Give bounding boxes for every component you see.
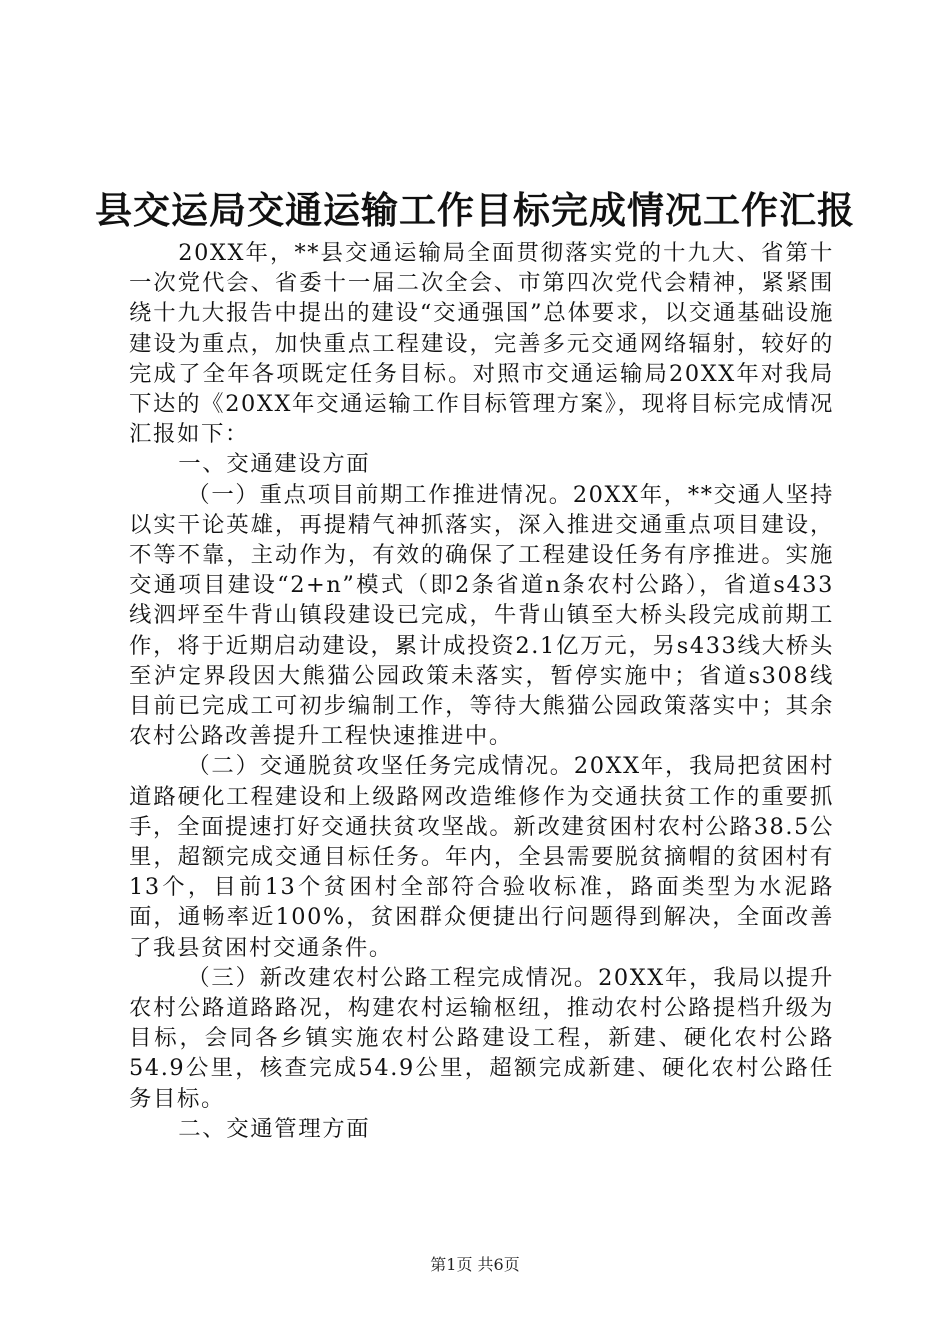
section-heading-construction: 一、交通建设方面	[178, 451, 371, 478]
document-body	[129, 238, 834, 1144]
document-title: 县交运局交通运输工作目标完成情况工作汇报	[95, 188, 855, 232]
subsection-rural-roads: （三）新改建农村公路工程完成情况。20XX年，我局以提升农村公路道路路况，构建农村运输枢纽，推动农村公路提档升级为目标，会同各乡镇实施农村公路建设工程，新建、硬化农村公路54.9公里，核查完成54.9公里，超额完成新建、硬化农村公路任务目标。	[129, 964, 834, 1112]
subsection-key-projects: （一）重点项目前期工作推进情况。20XX年，**交通人坚持以实干论英雄，再提精气神抓落实，深入推进交通重点项目建设，不等不靠，主动作为，有效的确保了工程建设任务有序推进。实施交通项目建设“2+n”模式（即2条省道n条农村公路），省道s433线泗坪至牛背山镇段建设已完成，牛背山镇至大桥头段完成前期工作，将于近期启动建设，累计成投资2.1亿万元，另s433线大桥头至泸定界段因大熊猫公园政策未落实，暂停实施中；省道s308线目前已完成工可初步编制工作，等待大熊猫公园政策落实中；其余农村公路改善提升工程快速推进中。	[129, 481, 834, 750]
intro-paragraph: 20XX年，**县交通运输局全面贯彻落实党的十九大、省第十一次党代会、省委十一届二次全会、市第四次党代会精神，紧紧围绕十九大报告中提出的建设“交通强国”总体要求，以交通基础设施建设为重点，加快重点工程建设，完善多元交通网络辐射，较好的完成了全年各项既定任务目标。对照市交通运输局20XX年对我局下达的《20XX年交通运输工作目标管理方案》，现将目标完成情况汇报如下：	[129, 240, 834, 448]
subsection-poverty-alleviation: （二）交通脱贫攻坚任务完成情况。20XX年，我局把贫困村道路硬化工程建设和上级路网改造维修作为交通扶贫工作的重要抓手，全面提速打好交通扶贫攻坚战。新改建贫困村农村公路38.5公里，超额完成交通目标任务。年内，全县需要脱贫摘帽的贫困村有13个，目前13个贫困村全部符合验收标准，路面类型为水泥路面，通畅率近100%，贫困群众便捷出行问题得到解决，全面改善了我县贫困村交通条件。	[129, 753, 834, 961]
section-heading-management: 二、交通管理方面	[178, 1115, 371, 1142]
page-number-footer: 第1页 共6页	[430, 1255, 520, 1274]
